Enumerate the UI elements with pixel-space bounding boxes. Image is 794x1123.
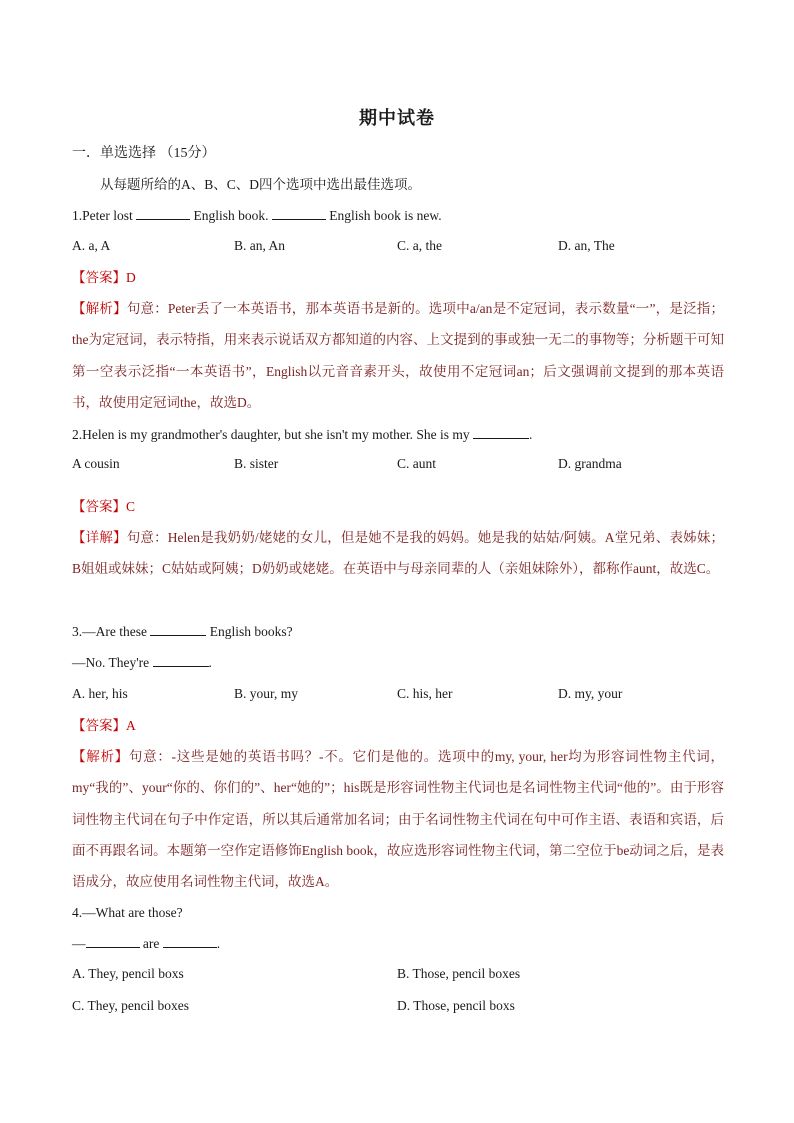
question-2-stem: 2.Helen is my grandmother's daughter, but she isn't my mother. She is my . (72, 427, 533, 442)
question-3-option-a: A. her, his (72, 686, 128, 701)
section-instruction: 从每题所给的A、B、C、D四个选项中选出最佳选项。 (100, 177, 422, 192)
question-2-answer: 【答案】C (72, 499, 136, 514)
question-1-option-a: A. a, A (72, 238, 111, 253)
question-1-option-d: D. an, The (558, 238, 615, 253)
question-1-stem: 1.Peter lost English book. English book is new. (72, 208, 442, 223)
question-2-option-b: B. sister (234, 456, 279, 471)
question-4-option-a: A. They, pencil boxs (72, 966, 184, 981)
answer-blank (272, 207, 326, 220)
question-3-stem-reply: —No. They're . (72, 655, 212, 670)
question-4-option-b: B. Those, pencil boxes (397, 966, 521, 981)
page-title: 期中试卷 (359, 108, 435, 128)
question-3-analysis: 【解析】句意：-这些是她的英语书吗？-不。它们是他的。选项中的my, your, her均为形容词性物主代词，my“我的”、your“你的、你们的”、her“她的”；his既是形容词性物主代词也是名词性物主代词“他的”。由于形容词性物主代词在句子中作定语，所以其后通常加名词；由于名词性物主代词在句中可作主语、表语和宾语，后面不再跟名词。本题第一空作定语修饰English book，故应选形容词性物主代词，第二空位于be动词之后，是表语成分，故应使用名词性物主代词，故选A。 (72, 749, 725, 890)
question-4-stem-reply: — are . (72, 936, 221, 951)
question-3-option-b: B. your, my (234, 686, 298, 701)
answer-blank (150, 623, 206, 636)
question-2-option-d: D. grandma (558, 456, 622, 471)
question-1-answer: 【答案】D (72, 270, 136, 285)
section-heading: 一．单选选择 （15分） (72, 146, 216, 161)
question-1-analysis: 【解析】句意：Peter丢了一本英语书，那本英语书是新的。选项中a/an是不定冠词，表示数量“一”，是泛指；the为定冠词，表示特指，用来表示说话双方都知道的内容、上文提到的事或独一无二的事物等；分析题干可知第一空表示泛指“一本英语书”，English以元音音素开头，故使用不定冠词an；后文强调前文提到的那本英语书，故使用定冠词the，故选D。 (72, 301, 724, 410)
question-3-option-c: C. his, her (397, 686, 453, 701)
answer-blank (163, 935, 217, 948)
question-4-option-d: D. Those, pencil boxs (397, 998, 515, 1013)
question-2-option-c: C. aunt (397, 456, 436, 471)
question-1-option-b: B. an, An (234, 238, 286, 253)
question-3-answer: 【答案】A (72, 718, 136, 733)
question-1-option-c: C. a, the (397, 238, 442, 253)
question-2-analysis: 【详解】句意：Helen是我奶奶/姥姥的女儿，但是她不是我的妈妈。她是我的姑姑/阿姨。A堂兄弟、表姊妹；B姐姐或妹妹；C姑姑或阿姨；D奶奶或姥姥。在英语中与母亲同辈的人（亲姐妹除外），都称作aunt，故选C。 (72, 530, 725, 577)
question-2-option-a: A cousin (72, 456, 120, 471)
question-3-option-d: D. my, your (558, 686, 623, 701)
question-4-stem: 4.—What are those? (72, 905, 183, 920)
question-4-option-c: C. They, pencil boxes (72, 998, 189, 1013)
answer-blank (153, 654, 209, 667)
answer-blank (86, 935, 140, 948)
answer-blank (136, 207, 190, 220)
answer-blank (473, 426, 529, 439)
question-3-stem: 3.—Are these English books? (72, 624, 293, 639)
